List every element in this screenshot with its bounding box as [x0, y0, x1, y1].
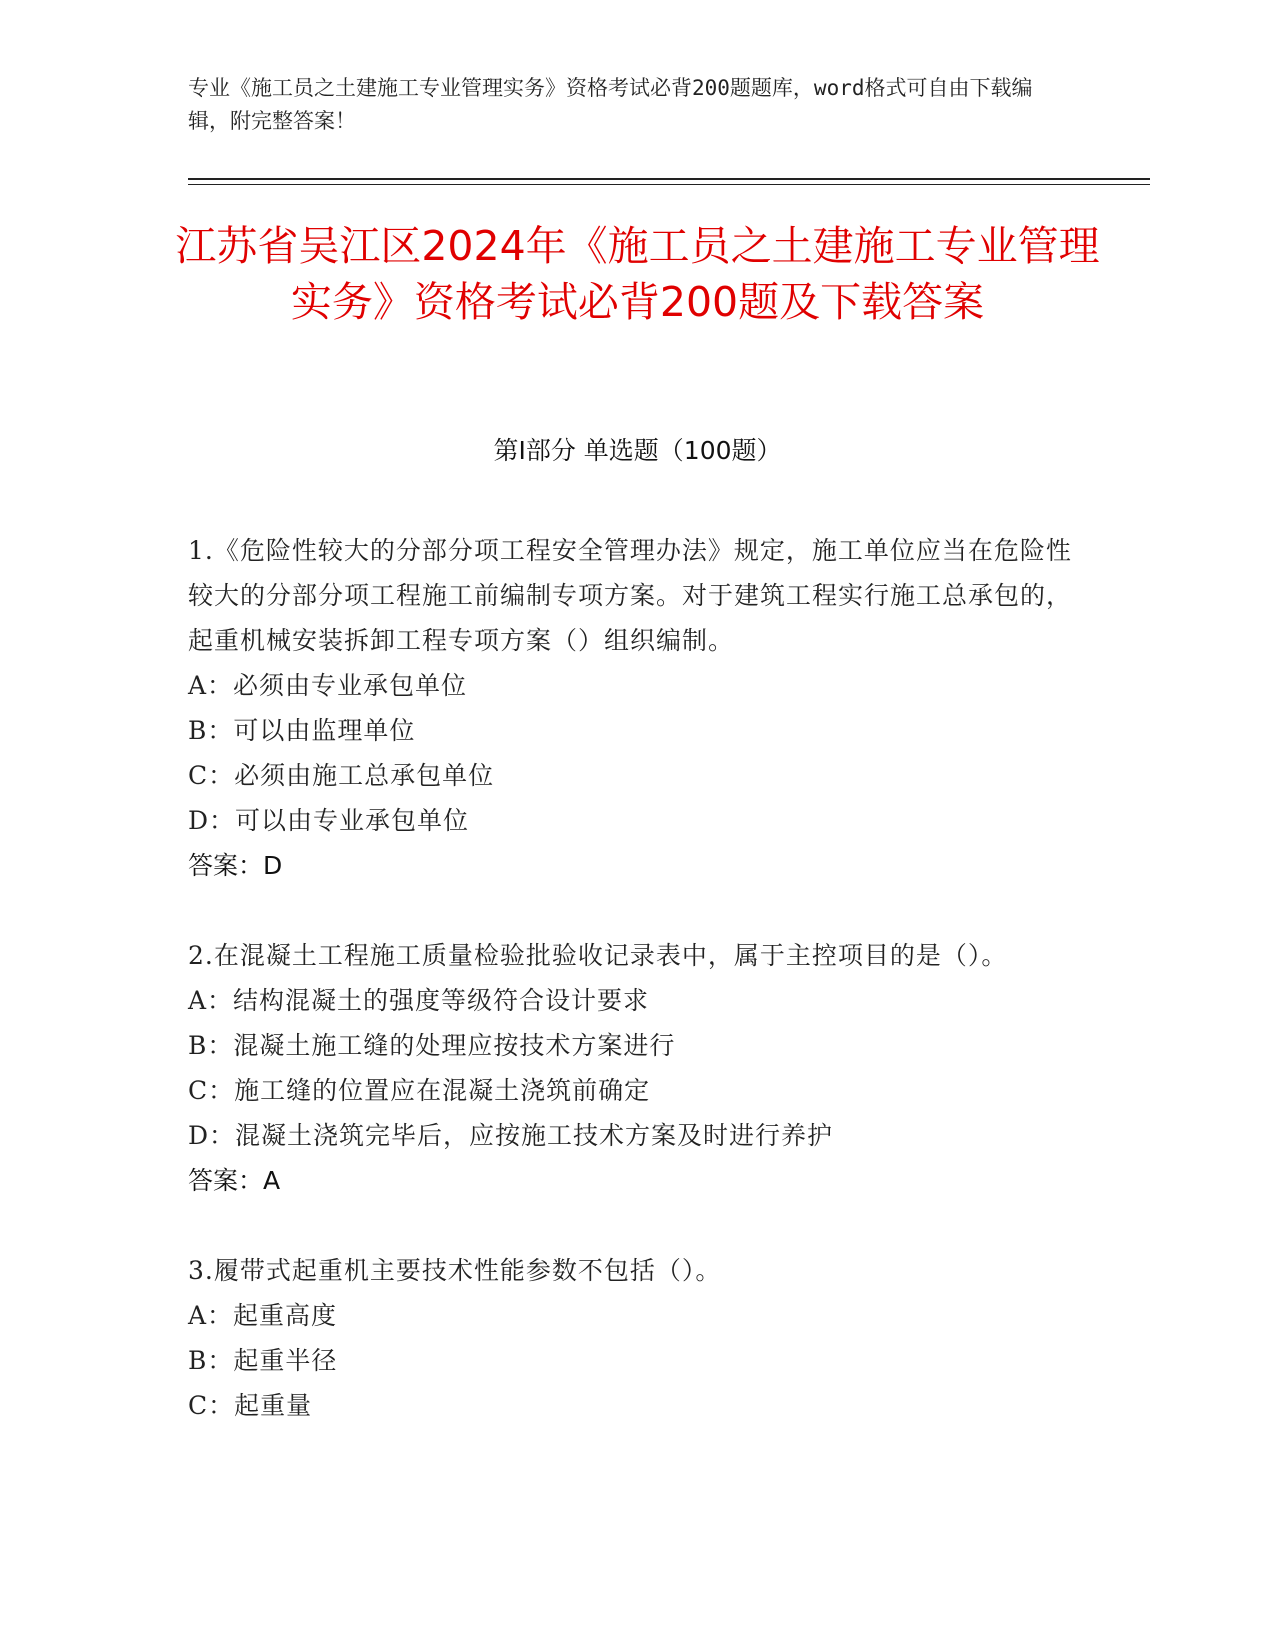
answer-label: 答案：D [188, 851, 283, 880]
document-title: 江苏省吴江区2024年《施工员之土建施工专业管理实务》资格考试必背200题及下载答案 [175, 222, 1100, 326]
option-d: D：混凝土浇筑完毕后，应按施工技术方案及时进行养护 [188, 1121, 834, 1150]
question-item [188, 528, 1078, 888]
question-item [188, 1248, 1078, 1428]
option-a: A：起重高度 [188, 1301, 338, 1330]
option-a: A：结构混凝土的强度等级符合设计要求 [188, 986, 650, 1015]
question-stem: 2.在混凝土工程施工质量检验批验收记录表中，属于主控项目的是（）。 [188, 941, 1008, 970]
option-d: D：可以由专业承包单位 [188, 806, 470, 835]
question-stem: 1.《危险性较大的分部分项工程安全管理办法》规定，施工单位应当在危险性较大的分部分项工程施工前编制专项方案。对于建筑工程实行施工总承包的，起重机械安装拆卸工程专项方案（）组织编制。 [188, 536, 1073, 655]
option-c: C：施工缝的位置应在混凝土浇筑前确定 [188, 1076, 651, 1105]
header-note: 专业《施工员之土建施工专业管理实务》资格考试必背200题题库，word格式可自由下载编辑，附完整答案！ [188, 76, 1033, 133]
answer-label: 答案：A [188, 1166, 281, 1195]
option-c: C：必须由施工总承包单位 [188, 761, 495, 790]
option-b: B：混凝土施工缝的处理应按技术方案进行 [188, 1031, 676, 1060]
header-rule-thick [188, 178, 1150, 180]
option-c: C：起重量 [188, 1391, 313, 1420]
option-a: A：必须由专业承包单位 [188, 671, 468, 700]
header-rule-thin [188, 184, 1150, 185]
section-heading: 第Ⅰ部分 单选题（100题） [493, 436, 782, 465]
option-b: B：起重半径 [188, 1346, 338, 1375]
question-list [188, 528, 1078, 1473]
question-stem: 3.履带式起重机主要技术性能参数不包括（）。 [188, 1256, 722, 1285]
question-item [188, 933, 1078, 1203]
option-b: B：可以由监理单位 [188, 716, 416, 745]
